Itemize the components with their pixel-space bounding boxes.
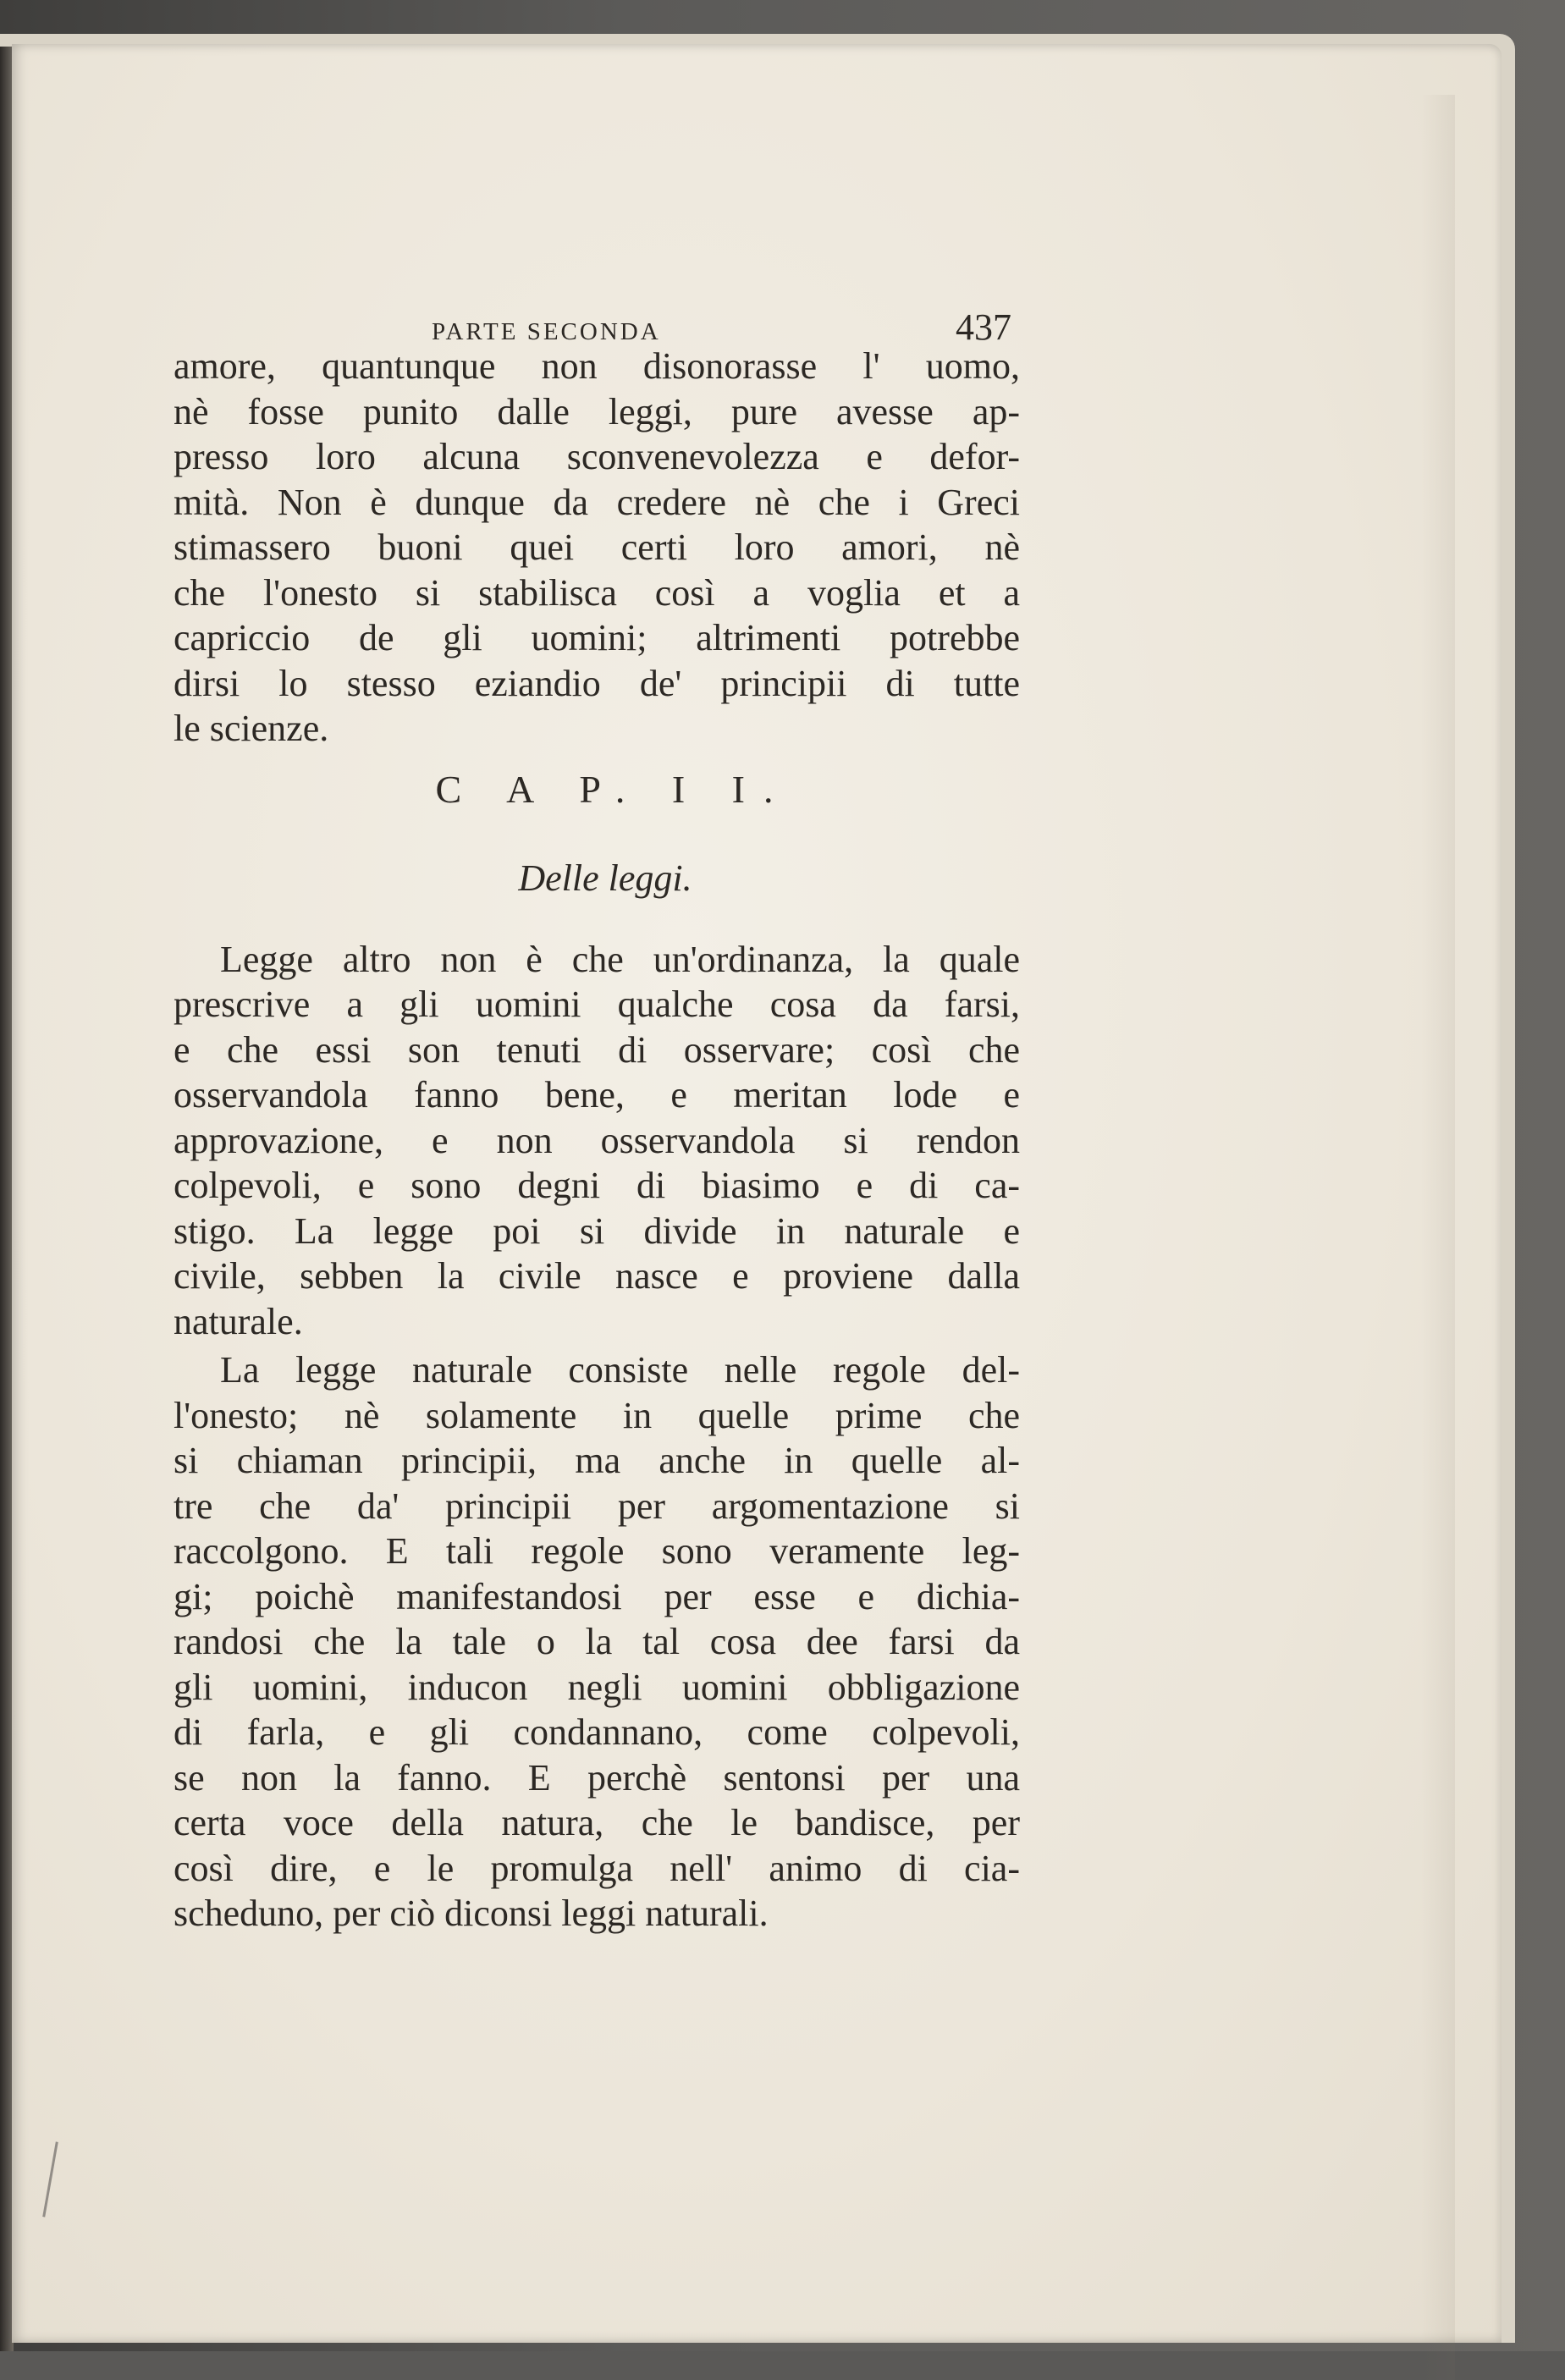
text-line: civile, sebben la civile nasce e proviene dalla [174,1255,1020,1297]
text-line: scheduno, per ciò diconsi leggi naturali. [174,1892,769,1934]
text-line: si chiaman principii, ma anche in quelle al- [174,1440,1020,1481]
text-line: le scienze. [174,708,329,749]
paragraph-continuation [174,344,1020,752]
text-line: gli uomini, inducon negli uomini obbligazione [174,1666,1020,1708]
text-line: certa voce della natura, che le bandisce, per [174,1802,1020,1843]
page-text [174,305,1020,1937]
text-line: l'onesto; nè solamente in quelle prime che [174,1394,1020,1436]
text-line: gi; poichè manifestandosi per esse e dichia- [174,1575,1020,1617]
text-line: di farla, e gli condannano, come colpevoli, [174,1711,1020,1753]
text-line: prescrive a gli uomini qualche cosa da farsi, [174,983,1020,1025]
paragraph-natural-law [174,1347,1020,1937]
text-line: Legge altro non è che un'ordinanza, la quale [220,938,1020,980]
text-line: raccolgono. E tali regole sono veramente leg- [174,1530,1020,1572]
text-line: presso loro alcuna sconvenevolezza e defor- [174,436,1020,477]
text-line: randosi che la tale o la tal cosa dee farsi da [174,1621,1020,1662]
paragraph-laws-definition [174,937,1020,1345]
text-line: stigo. La legge poi si divide in naturale e [174,1209,1020,1252]
text-line: colpevoli, e sono degni di biasimo e di ca- [174,1165,1020,1206]
running-head: PARTE SECONDA [432,318,661,345]
text-line: stimassero buoni quei certi loro amori, nè [174,526,1020,568]
text-line: amore, quantunque non disonorasse l' uomo, [174,345,1020,387]
text-line: e che essi son tenuti di osservare; così che [174,1028,1020,1071]
text-line: capriccio de gli uomini; altrimenti potrebbe [174,617,1020,658]
page-edge-shadow [1421,95,1455,2380]
text-line: tre che da' principii per argomentazione si [174,1485,1020,1527]
text-line: approvazione, e non osservandola si rendon [174,1119,1020,1161]
text-line: se non la fanno. E perchè sentonsi per una [174,1756,1020,1799]
page-header [174,305,1020,348]
text-line: naturale. [174,1300,303,1342]
text-line: così dire, e le promulga nell' animo di cia- [174,1847,1020,1889]
text-line: La legge naturale consiste nelle regole del- [220,1349,1020,1391]
text-line: che l'onesto si stabilisca così a voglia et a [174,571,1020,614]
text-line: nè fosse punito dalle leggi, pure avesse ap- [174,390,1020,432]
chapter-heading: C A P. I I. [435,767,792,811]
page-number: 437 [956,306,1011,348]
text-line: mità. Non è dunque da credere nè che i Greci [174,481,1020,523]
chapter-title: Delle leggi. [518,857,692,899]
text-line: dirsi lo stesso eziandio de' principii di tutte [174,662,1020,704]
text-line: osservandola fanno bene, e meritan lode e [174,1074,1020,1116]
